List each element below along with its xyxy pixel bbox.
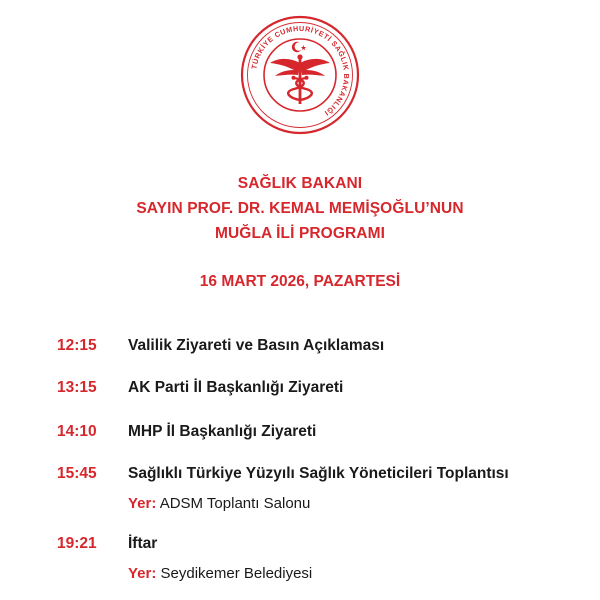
location-label: Yer: — [128, 495, 157, 512]
schedule-location — [128, 562, 577, 586]
schedule-item — [57, 334, 577, 376]
location-value: Seydikemer Belediyesi — [160, 565, 313, 582]
header-minister-title: SAĞLIK BAKANI — [237, 175, 363, 192]
schedule-title: Valilik Ziyareti ve Basın Açıklaması — [128, 337, 385, 354]
schedule-title: AK Parti İl Başkanlığı Ziyareti — [128, 379, 344, 396]
location-value: ADSM Toplantı Salonu — [159, 495, 311, 512]
schedule-item — [57, 462, 577, 532]
emblem-ring-text: TÜRKİYE CUMHURİYETİ SAĞLIK BAKANLIĞI — [249, 23, 352, 118]
schedule-item — [57, 376, 577, 420]
location-label: Yer: — [128, 565, 157, 582]
schedule-location — [128, 492, 577, 516]
schedule-title: İftar — [128, 535, 158, 552]
schedule-time: 13:15 — [57, 379, 97, 396]
header-program-title: MUĞLA İLİ PROGRAMI — [215, 225, 385, 242]
schedule-item — [57, 532, 577, 592]
program-date: 16 MART 2026, PAZARTESİ — [199, 273, 401, 290]
schedule-time: 15:45 — [57, 465, 97, 482]
schedule-list — [57, 334, 577, 592]
header-minister-name: SAYIN PROF. DR. KEMAL MEMİŞOĞLU’NUN — [136, 200, 464, 217]
schedule-time: 12:15 — [57, 337, 97, 354]
program-header — [0, 171, 600, 246]
schedule-title: Sağlıklı Türkiye Yüzyılı Sağlık Yöneticileri Toplantısı — [128, 465, 509, 482]
schedule-title: MHP İl Başkanlığı Ziyareti — [128, 423, 317, 440]
schedule-time: 14:10 — [57, 423, 97, 440]
ministry-of-health-emblem — [239, 14, 361, 136]
schedule-time: 19:21 — [57, 535, 97, 552]
schedule-item — [57, 420, 577, 462]
